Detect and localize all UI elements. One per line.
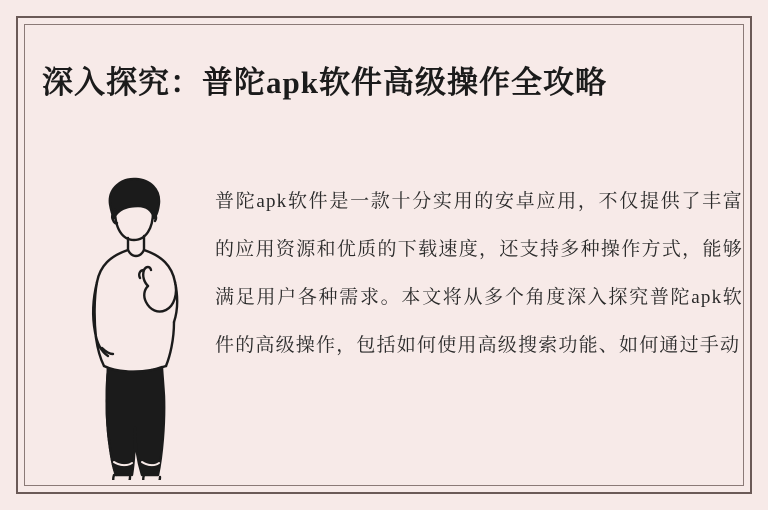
page-title: 深入探究：普陀apk软件高级操作全攻略 — [42, 65, 607, 100]
article-body: 普陀apk软件是一款十分实用的安卓应用，不仅提供了丰富的应用资源和优质的下载速度，还支持多种操作方式，能够满足用户各种需求。本文将从多个角度深入探究普陀apk软件的高级操作，包括如何使用高级搜索功能、如何通过手动 — [215, 191, 743, 356]
article-body-container — [215, 178, 743, 478]
standing-person-illustration — [70, 170, 210, 480]
